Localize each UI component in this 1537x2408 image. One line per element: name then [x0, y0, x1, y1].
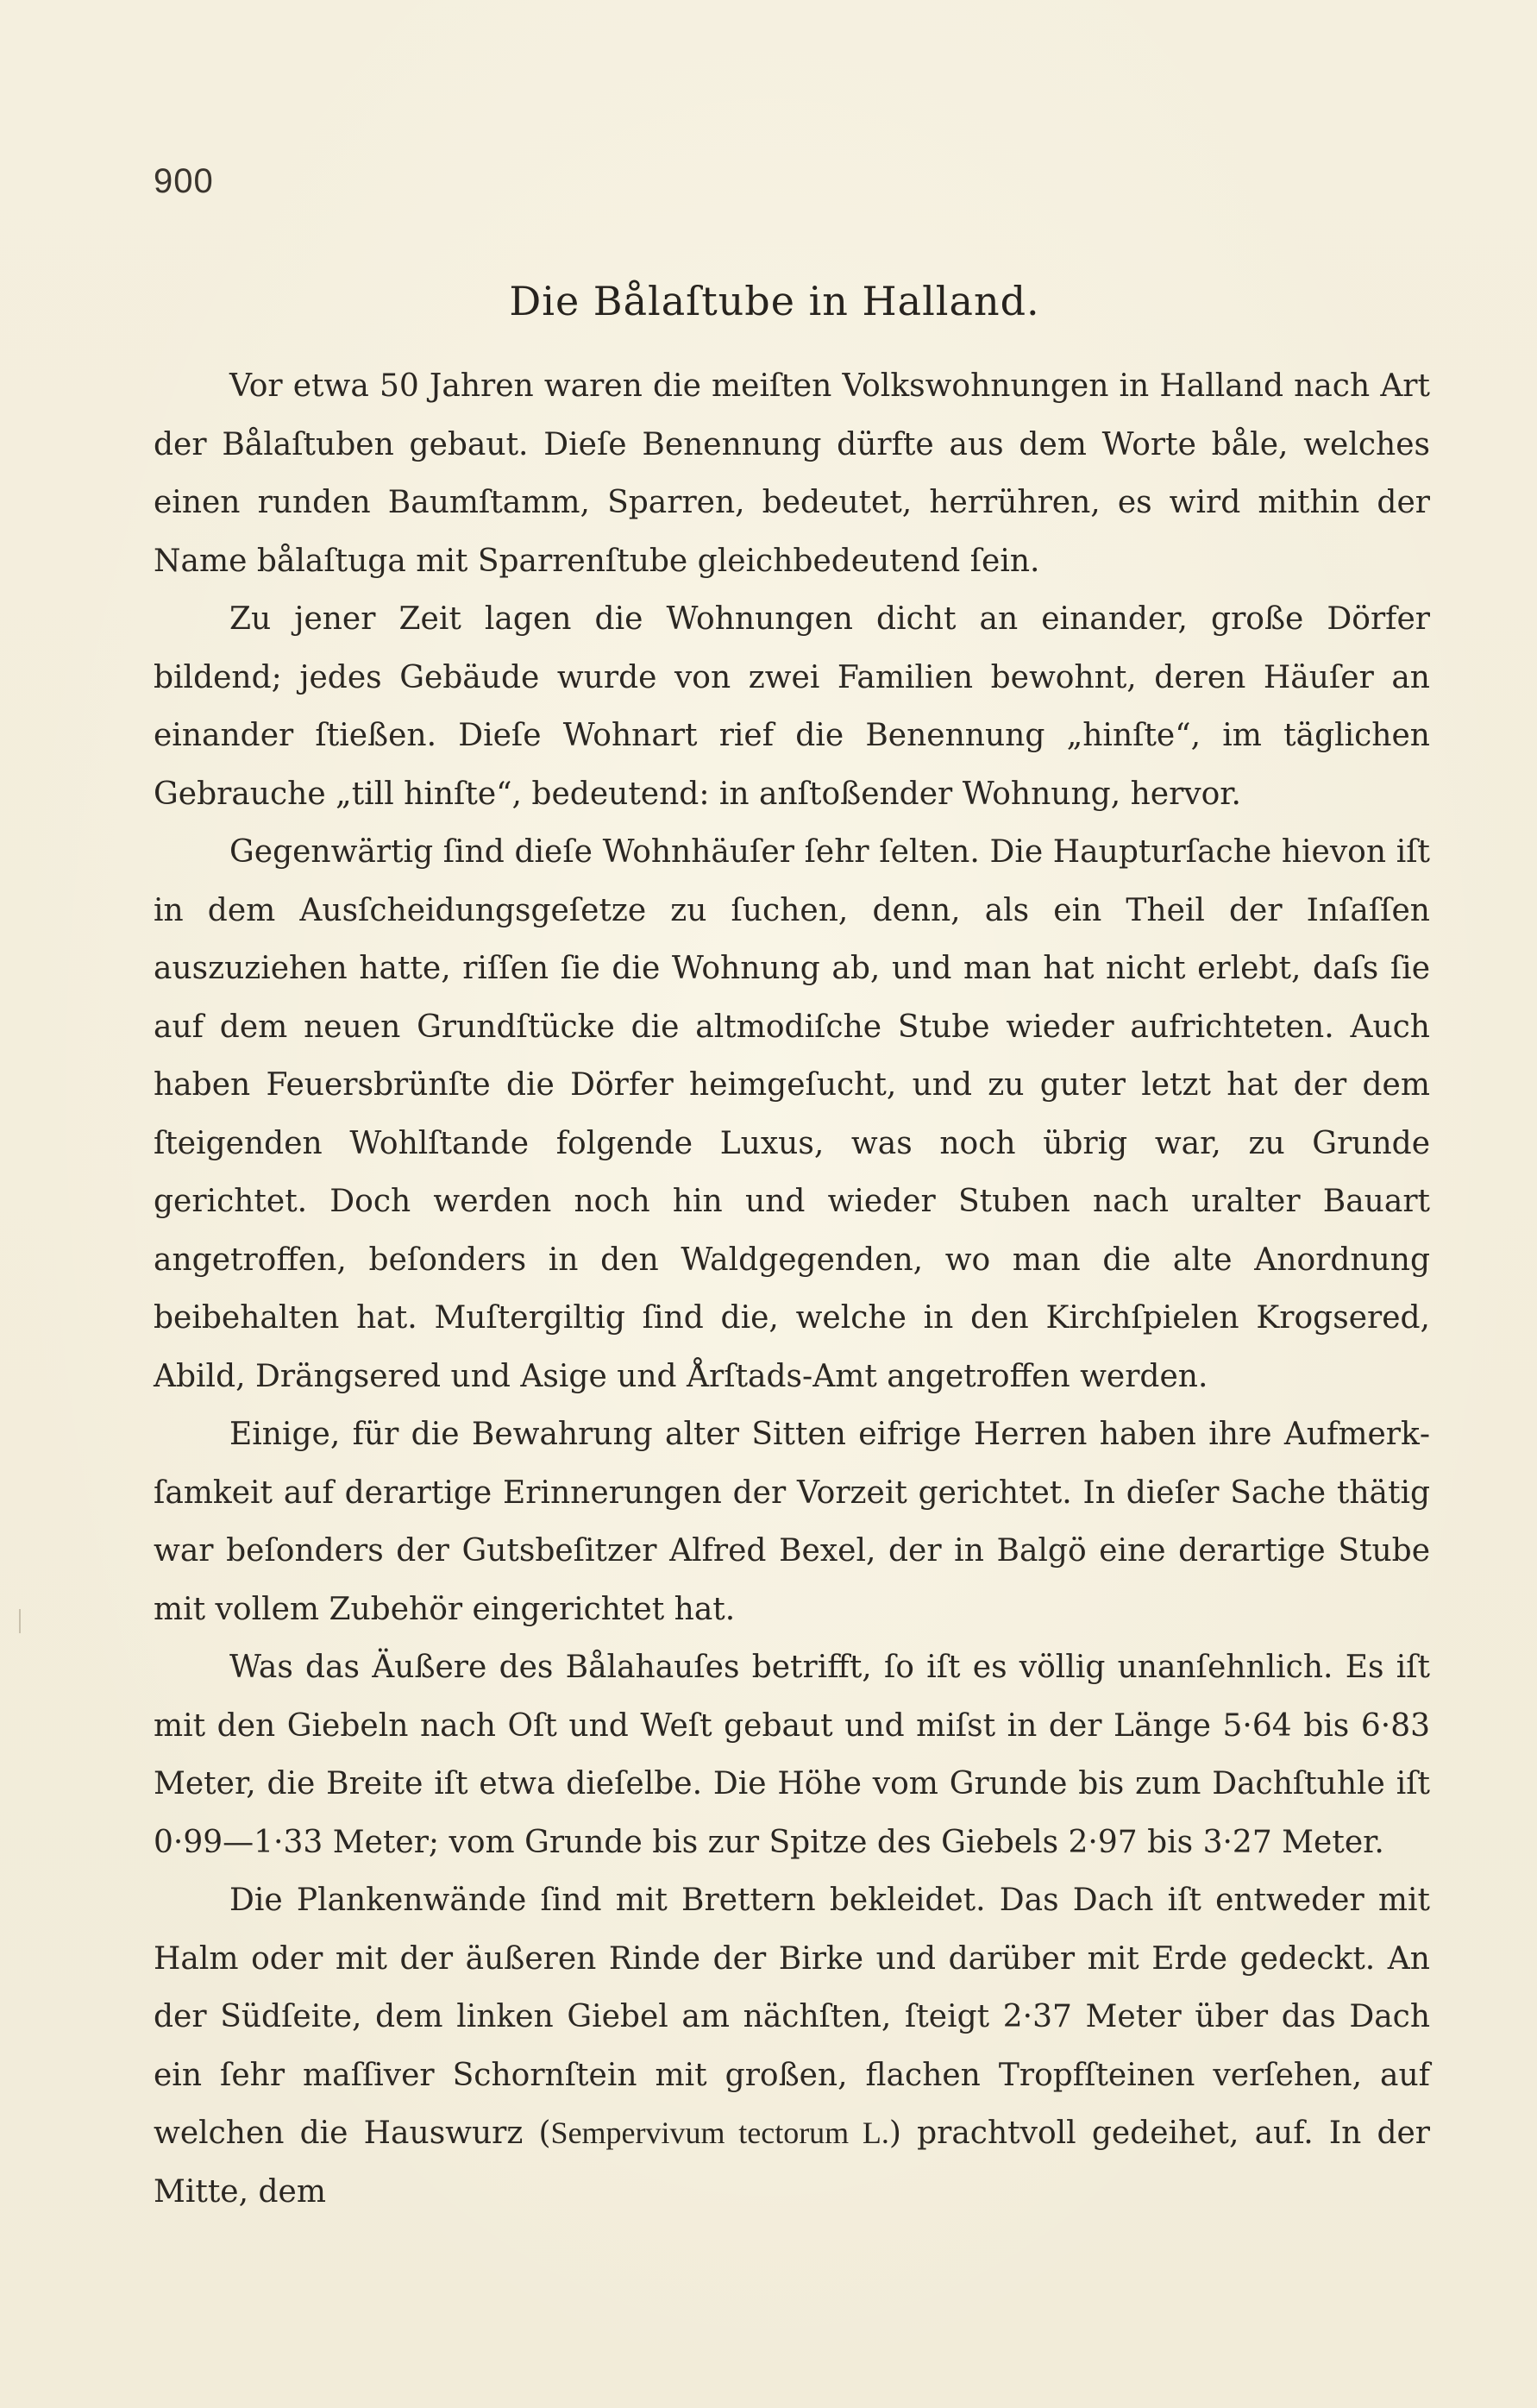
paragraph-2: Zu jener Zeit lagen die Wohnungen dicht an einander, große Dörfer bildend; jedes Gebäude wurde von zwei Familien bewohnt, deren Häuſer an einander ſtießen. Dieſe Wohnart rief die Benennung „hinſte“, im täglichen Gebrauche „till hinſte“, bedeutend: in anſtoßender Wohnung, hervor. — [154, 601, 1430, 812]
paragraph-5: Was das Äußere des Bålahauſes betrifft, ſo iſt es völlig unanſehnlich. Es iſt mit den Giebeln nach Oſt und Weſt gebaut und miſst in der Länge 5·64 bis 6·83 Meter, die Breite iſt etwa dieſelbe. Die Höhe vom Grunde bis zum Dachſtuhle iſt 0·99—1·33 Meter; vom Grunde bis zur Spitze des Giebels 2·97 bis 3·27 Meter. — [154, 1650, 1430, 1860]
page-number: 900 — [154, 162, 214, 200]
latin-plant-name: Sempervivum tectorum L. — [550, 2116, 889, 2150]
article-title: Die Bålaſtube in Halland. — [509, 278, 1040, 324]
paragraph-6 — [154, 1871, 1430, 2221]
paragraph-6-text-before: Die Plankenwände ſind mit Brettern bekleidet. Das Dach iſt entweder mit Halm oder mit der äußeren Rinde der Birke und darüber mit Erde gedeckt. An der Südſeite, dem linken Giebel am nächſten, ſteigt 2·37 Meter über das Dach ein ſehr maſſiver Schornſtein mit großen, flachen Tropfſteinen verſehen, auf welchen die Hauswurz ( — [154, 1883, 1430, 2151]
paragraph-6-text-after: ) prachtvoll gedeihet, auf. In der Mitte, dem — [154, 2116, 1430, 2210]
margin-mark — [19, 1609, 21, 1633]
paragraph-1: Vor etwa 50 Jahren waren die meiſten Volkswohnungen in Halland nach Art der Bålaſtuben gebaut. Dieſe Benennung dürfte aus dem Worte båle, welches einen runden Baumſtamm, Sparren, bedeutet, herrühren, es wird mithin der Name bålaſtuga mit Sparrenſtube gleichbedeutend ſein. — [154, 368, 1430, 579]
paragraph-3: Gegenwärtig ſind dieſe Wohnhäuſer ſehr ſelten. Die Haupturſache hievon iſt in dem Ausſcheidungsgeſetze zu ſuchen, denn, als ein Theil der Inſaſſen auszuziehen hatte, riſſen ſie die Wohnung ab, und man hat nicht erlebt, daſs ſie auf dem neuen Grundſtücke die altmodiſche Stube wieder aufrichteten. Auch haben Feuersbrünſte die Dörfer heimgeſucht, und zu guter letzt hat der dem ſteigenden Wohlſtande folgende Luxus, was noch übrig war, zu Grunde gerichtet. Doch werden noch hin und wieder Stuben nach uralter Bauart angetroffen, beſonders in den Waldgegenden, wo man die alte Anordnung beibehalten hat. Muſtergiltig ſind die, welche in den Kirchſpielen Krogsered, Abild, Drängsered und Asige und Årſtads-Amt angetroffen werden. — [154, 834, 1430, 1394]
article-body — [154, 357, 1430, 2221]
paragraph-4: Einige, für die Bewahrung alter Sitten eifrige Herren haben ihre Aufmerkſamkeit auf derartige Erinnerungen der Vorzeit gerichtet. In dieſer Sache thätig war beſonders der Gutsbeſitzer Alfred Bexel, der in Balgö eine derartige Stube mit vollem Zubehör eingerichtet hat. — [154, 1417, 1430, 1627]
